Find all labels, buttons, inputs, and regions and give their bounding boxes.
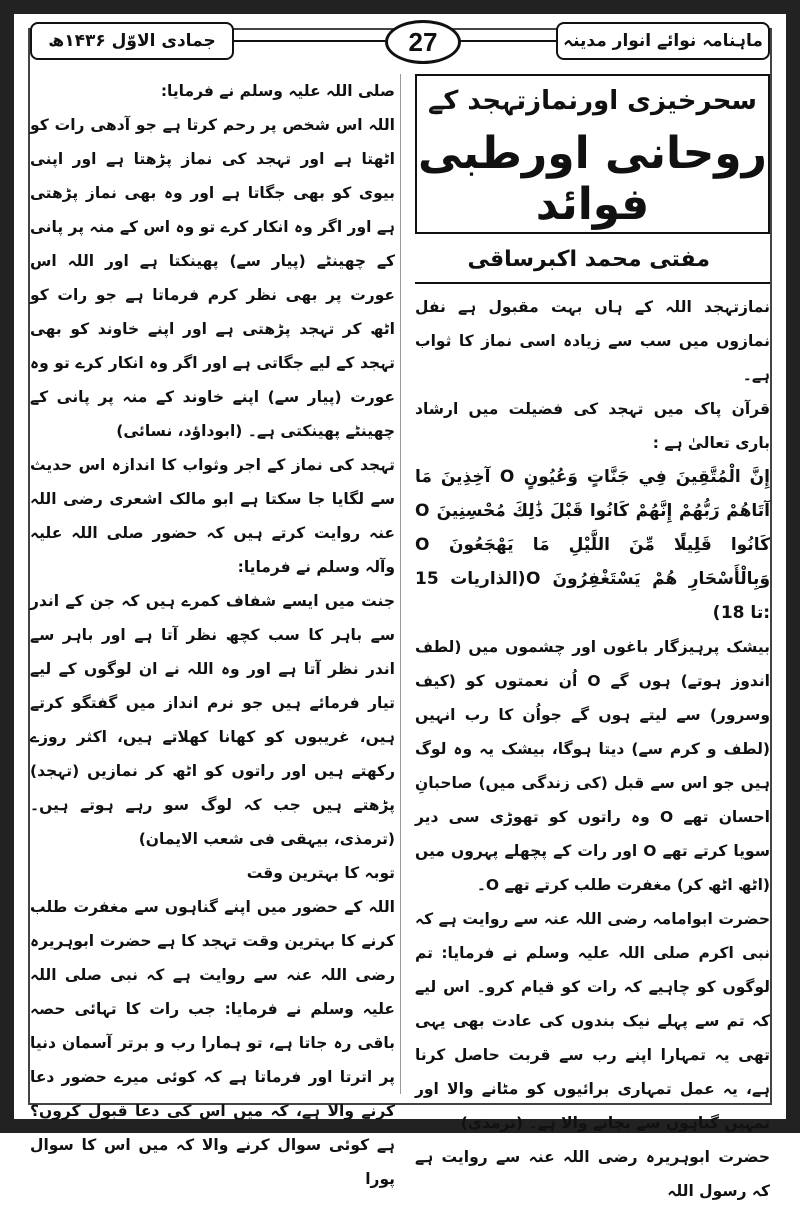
issue-date: جمادی الاوّل ۱۴۳۶ھ — [30, 22, 234, 60]
paragraph: نمازتہجد اللہ کے ہاں بہت مقبول ہے نفل نمازوں میں سب سے زیادہ اسی نماز کا ثواب ہے۔ — [415, 298, 770, 384]
paragraph: بیشک پرہیزگار باغوں اور چشموں میں (لطف اندوز ہوتے) ہوں گے O اُن نعمتوں کو (کیف وسرور) سے لیتے ہوں گے جواُن کا رب انہیں (لطف و کرم سے) دیتا ہوگا، بیشک یہ وہ لوگ ہیں جو اس سے قبل (کی زندگی میں) صاحبانِ احسان تھے O وہ راتوں کو تھوڑی سی دیر سویا کرتے تھے O اور رات کے پچھلے پہروں میں (اٹھ اٹھ کر) مغفرت طلب کرتے تھے O۔ — [415, 638, 771, 894]
right-column — [415, 290, 770, 1208]
paragraph: اللہ کے حضور میں اپنے گناہوں سے مغفرت طلب کرنے کا بہترین وقت تہجد کا ہے حضرت ابوہریرہ رضی اللہ عنہ سے روایت ہے کہ نبی صلی اللہ علیہ وسلم نے فرمایا: جب رات کا تہائی حصہ باقی رہ جاتا ہے، تو ہمارا رب و برتر آسمان دنیا پر اترتا اور فرماتا ہے کہ کوئی میرے حضور دعا کرنے والا ہے، کہ میں اس کی دعا قبول کروں؟ ہے کوئی سوال کرنے والا کہ میں اس کا سوال پورا — [30, 898, 395, 1188]
page-header — [30, 18, 770, 62]
column-divider — [400, 74, 401, 1094]
page-number: 27 — [385, 20, 461, 64]
article-title-box — [415, 74, 770, 234]
paragraph: حضرت ابوامامہ رضی اللہ عنہ سے روایت ہے کہ نبی اکرم صلی اللہ علیہ وسلم نے فرمایا: تم لوگوں کو چاہیے کہ رات کو قیام کرو۔ اس لیے کہ تم سے پہلے نیک بندوں کی عادت بھی یہی تھی یہ تمہارا اپنے رب سے قربت حاصل کرنا ہے، یہ عمل تمہاری برائیوں کو مٹانے والا اور تمہیں گناہوں سے بچانے والا ہے۔ (ترمذی) — [415, 910, 770, 1132]
paragraph: حضرت ابوہریرہ رضی اللہ عنہ سے روایت ہے کہ رسول اللہ — [415, 1148, 770, 1200]
paragraph: اللہ اس شخص پر رحم کرتا ہے جو آدھی رات کو اٹھتا ہے اور تہجد کی نماز پڑھتا ہے اور اپنی بیوی کو بھی جگاتا ہے اور وہ بھی نماز پڑھتی ہے اور اگر وہ انکار کرے تو وہ اس کے منہ پر پانی کے چھینٹے (پیار سے) پھینکتا ہے اور اللہ اس عورت پر بھی نظر کرم فرماتا ہے جو رات کو اٹھ کر تہجد پڑھتی ہے اور اپنے خاوند کو بھی تہجد کے لیے جگاتی ہے اور اگر وہ انکار کرے تو وہ عورت (پیار سے) اپنے خاوند کے منہ پر پانی کے چھینٹے پھینکتی ہے۔ (ابوداؤد، نسائی) — [30, 116, 395, 440]
paragraph: جنت میں ایسے شفاف کمرے ہیں کہ جن کے اندر سے باہر کا سب کچھ نظر آتا ہے اور باہر سے اندر نظر آتا ہے اور وہ اللہ نے ان لوگوں کے لیے تیار فرمائے ہیں جو نرم انداز میں گفتگو کرتے ہیں، غریبوں کو کھانا کھلاتے ہیں، اکثر روزے رکھتے ہیں اور راتوں کو اٹھ کر نمازیں (تہجد) پڑھتے ہیں جب کہ لوگ سو رہے ہوتے ہیں۔ (ترمذی، بیہقی فی شعب الایمان) — [30, 592, 395, 848]
article-title-line2: روحانی اورطبی فوائد — [418, 128, 767, 230]
section-heading: توبہ کا بہترین وقت — [246, 864, 395, 882]
author-rule — [415, 282, 770, 284]
quran-verse: إِنَّ الْمُتَّقِينَ فِي جَنَّاتٍ وَعُيُونٍ O آخِذِينَ مَا آتَاهُمْ رَبُّهُمْ إِنَّهُمْ كَانُوا قَبْلَ ذَٰلِكَ مُحْسِنِينَ O كَانُوا قَلِيلًا مِّنَ اللَّيْلِ مَا يَهْجَعُونَ O وَبِالْأَسْحَارِ هُمْ يَسْتَغْفِرُونَ O(الذاریات 15 :تا 18) — [415, 467, 771, 623]
paragraph: صلی اللہ علیہ وسلم نے فرمایا: — [160, 82, 395, 100]
paragraph: تہجد کی نماز کے اجر وثواب کا اندازہ اس حدیث سے لگایا جا سکتا ہے ابو مالک اشعری رضی اللہ عنہ روایت کرتے ہیں کہ حضور صلی اللہ علیہ وآلہ وسلم نے فرمایا: — [30, 456, 395, 576]
article-title-line1: سحرخیزی اورنمازتہجد کے — [427, 86, 757, 116]
left-column — [30, 74, 395, 1196]
magazine-name: ماہنامہ نوائے انوار مدینہ — [556, 22, 770, 60]
paragraph: قرآن پاک میں تہجد کی فضیلت میں ارشاد باری تعالیٰ ہے : — [415, 400, 770, 452]
header-rule — [230, 40, 385, 42]
article-author: مفتی محمد اکبرساقی — [467, 247, 710, 272]
